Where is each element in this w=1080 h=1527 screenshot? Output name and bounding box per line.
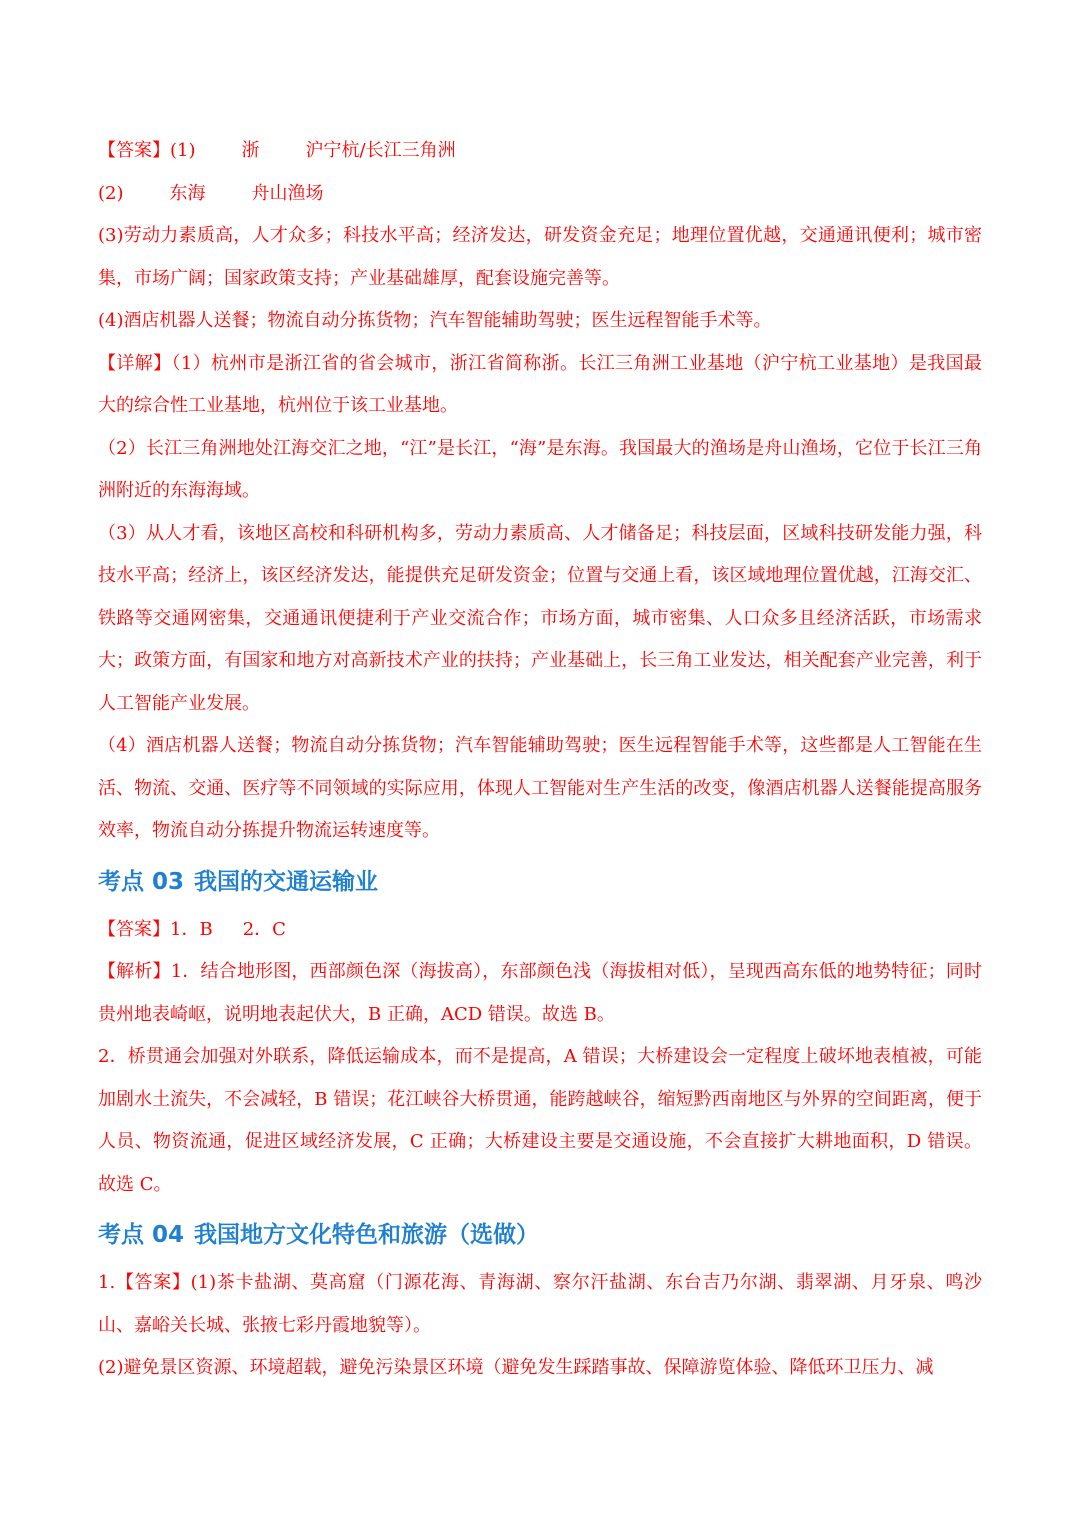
answer-label: 【答案】 <box>98 918 170 940</box>
page-content <box>98 130 982 1390</box>
section-04-number: 考点 04 <box>98 1222 185 1248</box>
answer-1-part-2: 沪宁杭/长江三角洲 <box>305 140 456 161</box>
section-03-analysis-2: 2．桥贯通会加强对外联系，降低运输成本，而不是提高，A 错误；大桥建设会一定程度上破坏地表植被，可能加剧水土流失，不会减轻，B 错误；花江峡谷大桥贯通，能跨越峡谷，缩短黔西南地区与外界的空间距离，便于人员、物资流通，促进区域经济发展，C 正确；大桥建设主要是交通设施，不会直接扩大耕地面积，D 错误。故选 C。 <box>98 1046 982 1195</box>
detail-3: （3）从人才看，该地区高校和科研机构多，劳动力素质高、人才储备足；科技层面，区域科技研发能力强，科技水平高；经济上，该区经济发达，能提供充足研发资金；位置与交通上看，该区域地理位置优越，江海交汇、铁路等交通网密集，交通通讯便捷利于产业交流合作；市场方面，城市密集、人口众多且经济活跃，市场需求大；政策方面，有国家和地方对高新技术产业的扶持；产业基础上，长三角工业发达，相关配套产业完善，利于人工智能产业发展。 <box>98 522 982 714</box>
detail-1 <box>98 343 982 428</box>
section-03-answer-2: 2．C <box>242 918 286 940</box>
analysis-1-text: 1．结合地形图，西部颜色深（海拔高），东部颜色浅（海拔相对低），呈现西高东低的地势特征；同时贵州地表崎岖，说明地表起伏大，B 正确，ACD 错误。故选 B。 <box>98 961 982 1025</box>
section-04-answer-2: (2)避免景区资源、环境超载，避免污染景区环境（避免发生踩踏事故、保障游览体验、降低环卫压力、减 <box>98 1357 934 1378</box>
answer-3: (3)劳动力素质高，人才众多；科技水平高；经济发达，研发资金充足；地理位置优越，交通通讯便利；城市密集，市场广阔；国家政策支持；产业基础雄厚，配套设施完善等。 <box>98 225 982 289</box>
answer-label: 【答案】 <box>98 140 170 161</box>
answer-2-number: (2) <box>98 182 124 204</box>
analysis-label: 【解析】 <box>98 961 171 982</box>
section-03-heading <box>98 853 982 909</box>
detail-2: （2）长江三角洲地处江海交汇之地，“江”是长江，“海”是东海。我国最大的渔场是舟山渔场，它位于长江三角洲附近的东海海域。 <box>98 437 982 501</box>
section-03-title: 我国的交通运输业 <box>194 868 379 895</box>
answer-line-1 <box>98 130 982 173</box>
section-04-heading <box>98 1206 982 1262</box>
detail-label: 【详解】 <box>98 352 172 374</box>
section-03-answer-1: 1．B <box>170 918 213 940</box>
answer-2-part-1: 东海 <box>169 182 206 204</box>
section-04-answer-1-text: (1)茶卡盐湖、莫高窟（门源花海、青海湖、察尔汗盐湖、东台吉乃尔湖、翡翠湖、月牙泉、鸣沙山、嘉峪关长城、张掖七彩丹霞地貌等）。 <box>98 1272 982 1336</box>
answer-label: 【答案】 <box>115 1272 191 1293</box>
answer-2-part-2: 舟山渔场 <box>251 182 324 204</box>
section-03-analysis-1 <box>98 951 982 1036</box>
section-03-answer <box>98 909 982 952</box>
section-04-title: 我国地方文化特色和旅游（选做） <box>194 1222 540 1248</box>
answer-4: (4)酒店机器人送餐；物流自动分拣货物；汽车智能辅助驾驶；医生远程智能手术等。 <box>98 310 772 331</box>
answer-1-part-1: 浙 <box>241 140 260 161</box>
section-04-answer-1 <box>98 1262 982 1347</box>
section-03-number: 考点 03 <box>98 868 185 895</box>
detail-1-text: （1）杭州市是浙江省的省会城市，浙江省简称浙。长江三角洲工业基地（沪宁杭工业基地）是我国最大的综合性工业基地，杭州位于该工业基地。 <box>98 352 983 416</box>
answer-1-number: (1) <box>170 140 196 161</box>
question-prefix: 1. <box>98 1272 116 1293</box>
answer-line-2 <box>98 173 982 216</box>
detail-4: （4）酒店机器人送餐；物流自动分拣货物；汽车智能辅助驾驶；医生远程智能手术等，这些都是人工智能在生活、物流、交通、医疗等不同领域的实际应用，体现人工智能对生产生活的改变，像酒店机器人送餐能提高服务效率，物流自动分拣提升物流运转速度等。 <box>98 735 982 841</box>
